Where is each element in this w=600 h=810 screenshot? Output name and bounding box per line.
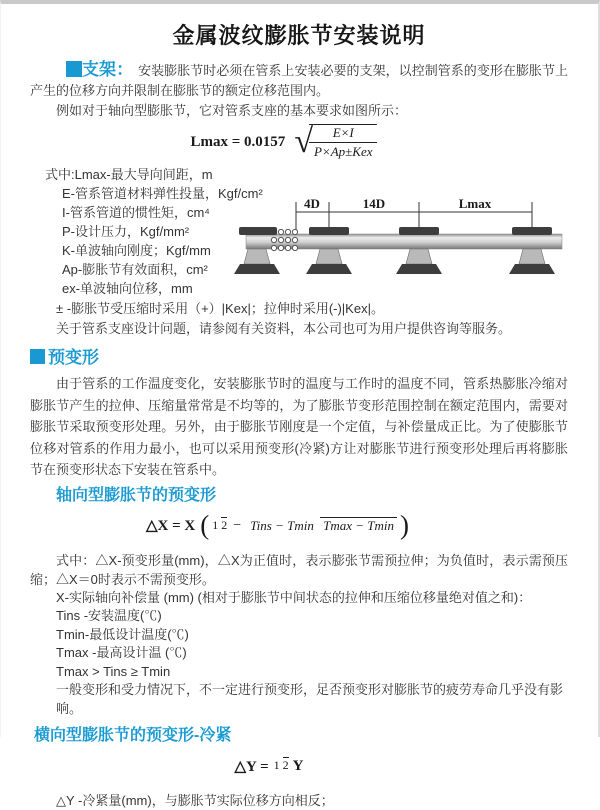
lmax-formula-fraction [309, 124, 378, 160]
temperature-denominator: Tmax − Tmin [320, 517, 397, 533]
section-marker-icon [30, 349, 45, 364]
axial-preform-heading: 轴向型膨胀节的预变形 [56, 486, 217, 504]
page-title: 金属波纹膨胀节安装说明 [172, 23, 426, 48]
variable-line: E-管系管道材料弹性投量，Kgf/cm² [62, 186, 263, 201]
lateral-formula-lhs: △Y = [234, 758, 269, 775]
half-numerator: 1 [273, 758, 280, 773]
support-pedestal [509, 227, 555, 274]
axial-formula-lhs: △X = X [146, 518, 196, 534]
axial-line: Tmax > Tins ≥ Tmin [56, 663, 171, 679]
lmax-formula [30, 123, 538, 161]
temperature-fraction [247, 518, 397, 534]
variable-line: 式中:Lmax-最大导向间距，m [45, 167, 213, 182]
formula-numerator: E×I [332, 125, 354, 140]
consult-note: 关于管系支座设计问题，请参阅有关资料，本公司也可为用户提供咨询等服务。 [56, 321, 512, 336]
pipe-support-diagram [244, 194, 596, 286]
half-fraction [274, 759, 289, 773]
lateral-preform-heading: 横向型膨胀节的预变形-冷紧 [34, 727, 232, 744]
variable-line: Ap-膨胀节有效面积，cm² [62, 262, 208, 277]
axial-variables-list [30, 589, 568, 719]
half-denominator: 2 [282, 758, 289, 773]
example-text: 例如对于轴向型膨胀节，它对管系支座的基本要求如图所示： [56, 103, 408, 118]
axial-line: X-实际轴向补偿量 (mm) (相对于膨胀节中间状态的拉伸和压缩位移量绝对值之和)： [56, 589, 532, 605]
lmax-formula-lhs: Lmax = 0.0157 [190, 133, 286, 150]
half-fraction [212, 519, 227, 533]
axial-line: Tmin-最低设计温度(℃) [56, 626, 189, 642]
support-pedestal [306, 227, 352, 274]
axial-line: 一般变形和受力情况下，不一定进行预变形，足否预变形对膨胀节的疲劳寿命几乎没有影响。 [56, 682, 564, 716]
variable-line: K-单波轴向刚度；Kgf/mm [62, 243, 211, 258]
plus-minus-note: ± -膨胀节受压缩时采用（+）|Kex|；拉伸时采用(-)|Kex|。 [56, 301, 384, 316]
dimension-label-4d: 4D [304, 196, 320, 211]
formula-denominator: P×Ap±Kex [309, 142, 378, 160]
minus-operator: − [233, 517, 242, 533]
variable-line: I-管系管道的惯性矩，cm⁴ [62, 205, 210, 220]
section-marker-icon [66, 61, 82, 77]
dimension-label-lmax: Lmax [458, 196, 492, 211]
axial-line: Tins -安装温度(℃) [56, 608, 162, 623]
axial-explain-text: 式中：△X-预变形量(mm)，△X为正值时，表示膨张节需预拉伸；为负值时，表示需预压缩；△X＝0时表示不需预变形。 [30, 552, 568, 587]
preform-body-text: 由于管系的工作温度变化，安装膨胀节时的温度与工作时的温度不同，管系热膨胀冷缩对膨胀节产生的拉伸、压缩量常常是不均等的，为了膨胀节变形范围控制在额定范围内，需要对膨胀节采取预变形处理。另外，由于膨胀节刚度是一个定值，与补偿量成正比。为了使膨胀节位移对管系的作用力最小，也可以采用预变形(冷紧)方让对膨胀节进行预变形处理后再将膨胀节在预变形状态下安装在管系中。 [30, 376, 568, 477]
support-intro-text: 安装膨胀节时必须在管系上安装必要的支架，以控制管系的变形在膨胀节上产生的位移方向并限制在膨胀节的额定位移范围内。 [30, 63, 568, 98]
variable-line: ex-单波轴向位移，mm [62, 281, 193, 296]
dimension-label-14d: 14D [362, 196, 386, 211]
lateral-formula-rhs: Y [292, 757, 304, 774]
axial-formula [30, 506, 528, 546]
variable-line: P-设计压力，Kgf/mm² [62, 224, 190, 239]
temperature-numerator: Tins − Tmin [250, 517, 314, 533]
lateral-formula [30, 749, 508, 783]
pipe-support-diagram-svg [244, 194, 596, 286]
support-section-label: 支架： [82, 60, 134, 79]
lateral-note-text: △Y -冷紧量(mm)，与膨胀节实际位移方向相反； [56, 793, 334, 808]
close-paren: ) [399, 510, 409, 540]
section-support [30, 60, 568, 101]
section-preform-heading [30, 348, 568, 368]
half-numerator: 1 [212, 517, 219, 532]
support-pedestal [396, 227, 442, 274]
open-paren: ( [200, 510, 210, 540]
half-denominator: 2 [221, 517, 228, 532]
axial-line: Tmax -最高设计温 (℃) [56, 645, 187, 660]
radical-sign-icon: √ [294, 122, 313, 160]
preform-heading-text: 预变形 [48, 348, 99, 367]
